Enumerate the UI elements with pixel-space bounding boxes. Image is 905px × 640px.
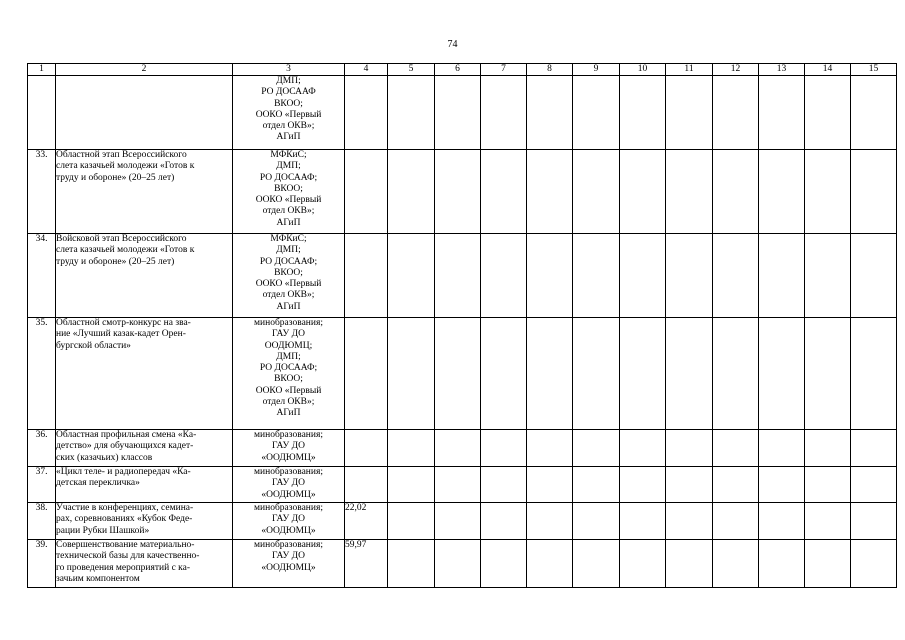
empty-cell — [527, 430, 573, 467]
empty-cell — [435, 467, 481, 503]
executor-line: минобразования; — [254, 503, 323, 513]
executors — [233, 467, 345, 503]
event-name-line: рации Рубки Шашкой» — [56, 525, 150, 536]
executor-line: минобразования; — [254, 318, 323, 328]
executors — [233, 76, 345, 150]
empty-cell — [851, 430, 897, 467]
executor-line: МФКиС; — [270, 234, 307, 244]
column-header-6: 6 — [435, 64, 481, 76]
empty-cell — [620, 430, 666, 467]
empty-cell — [805, 503, 851, 540]
empty-cell — [805, 467, 851, 503]
executor-line: РО ДОСААФ; — [259, 256, 318, 267]
column-header-13: 13 — [759, 64, 805, 76]
row-number: 35. — [28, 318, 56, 430]
funding-amount — [345, 150, 388, 234]
empty-cell — [481, 76, 527, 150]
row-number: 38. — [28, 503, 56, 540]
executors — [233, 150, 345, 234]
empty-cell — [851, 150, 897, 234]
empty-cell — [435, 234, 481, 318]
empty-cell — [851, 318, 897, 430]
funding-amount: 59,97 — [345, 540, 388, 588]
empty-cell — [620, 503, 666, 540]
column-header-12: 12 — [713, 64, 759, 76]
executors — [233, 318, 345, 430]
executor-line: минобразования; — [254, 430, 323, 440]
column-header-2: 2 — [56, 64, 233, 76]
table-row — [28, 540, 897, 588]
event-name — [56, 76, 233, 150]
empty-cell — [805, 150, 851, 234]
empty-cell — [388, 76, 435, 150]
empty-cell — [713, 234, 759, 318]
empty-cell — [851, 234, 897, 318]
executor-line: отдел ОКВ»; — [262, 397, 315, 408]
table-body — [28, 64, 897, 588]
executor-line: РО ДОСААФ — [261, 87, 316, 98]
executor-line: ООКО «Первый — [255, 385, 322, 396]
event-name-line: Областная профильная смена «Ка- — [56, 430, 197, 440]
funding-amount — [345, 234, 388, 318]
executor-line: МФКиС; — [270, 150, 307, 160]
event-name-line: зачьим компонентом — [56, 573, 140, 584]
empty-cell — [435, 150, 481, 234]
empty-cell — [573, 503, 620, 540]
table-row — [28, 318, 897, 430]
empty-cell — [666, 430, 713, 467]
column-header-11: 11 — [666, 64, 713, 76]
empty-cell — [805, 540, 851, 588]
executor-line: АГиП — [276, 408, 301, 419]
empty-cell — [435, 76, 481, 150]
row-number: 36. — [28, 430, 56, 467]
event-name-line: детская перекличка» — [56, 478, 140, 489]
executor-line: отдел ОКВ»; — [262, 206, 315, 217]
empty-cell — [713, 318, 759, 430]
empty-cell — [759, 150, 805, 234]
executor-line: ГАУ ДО — [272, 329, 305, 340]
event-name — [56, 150, 233, 234]
table-row — [28, 150, 897, 234]
event-name-line: бургской области» — [56, 340, 131, 351]
event-name-line: Участие в конференциях, семина- — [56, 503, 194, 513]
executor-line: АГиП — [276, 132, 301, 143]
funding-amount: 22,02 — [345, 503, 388, 540]
empty-cell — [666, 540, 713, 588]
empty-cell — [527, 467, 573, 503]
empty-cell — [620, 318, 666, 430]
executors — [233, 430, 345, 467]
executor-line: ГАУ ДО — [272, 478, 305, 489]
event-name — [56, 467, 233, 503]
page-number: 74 — [447, 39, 458, 50]
table-row — [28, 430, 897, 467]
executors — [233, 540, 345, 588]
executor-line: ВКОО; — [274, 374, 303, 385]
executor-line: РО ДОСААФ; — [259, 172, 318, 183]
event-name — [56, 234, 233, 318]
empty-cell — [759, 318, 805, 430]
empty-cell — [481, 234, 527, 318]
column-header-7: 7 — [481, 64, 527, 76]
empty-cell — [759, 76, 805, 150]
executor-line: «ООДЮМЦ» — [261, 525, 316, 536]
funding-amount — [345, 76, 388, 150]
event-name-line: труду и обороне» (20–25 лет) — [56, 256, 175, 267]
empty-cell — [388, 150, 435, 234]
event-name-line: «Цикл теле- и радиопередач «Ка- — [56, 467, 191, 477]
empty-cell — [851, 467, 897, 503]
executor-line: ГАУ ДО — [272, 514, 305, 525]
executor-line: ООКО «Первый — [255, 195, 322, 206]
empty-cell — [481, 150, 527, 234]
executor-line: «ООДЮМЦ» — [261, 452, 316, 463]
event-name — [56, 540, 233, 588]
empty-cell — [388, 467, 435, 503]
empty-cell — [527, 234, 573, 318]
empty-cell — [527, 540, 573, 588]
event-name-line: слета казачьей молодежи «Готов к — [56, 245, 195, 256]
empty-cell — [713, 467, 759, 503]
column-header-1: 1 — [28, 64, 56, 76]
empty-cell — [573, 150, 620, 234]
empty-cell — [713, 430, 759, 467]
event-name-line: го проведения мероприятий с ка- — [56, 562, 191, 573]
empty-cell — [573, 234, 620, 318]
executor-line: ГАУ ДО — [272, 441, 305, 452]
empty-cell — [666, 234, 713, 318]
empty-cell — [573, 467, 620, 503]
empty-cell — [759, 430, 805, 467]
executor-line: ДМП; — [276, 351, 301, 362]
executor-line: «ООДЮМЦ» — [261, 562, 316, 573]
column-header-9: 9 — [573, 64, 620, 76]
empty-cell — [573, 76, 620, 150]
empty-cell — [388, 318, 435, 430]
header-row — [28, 64, 897, 76]
empty-cell — [805, 430, 851, 467]
empty-cell — [713, 540, 759, 588]
table-row — [28, 234, 897, 318]
event-name-line: рах, соревнованиях «Кубок Феде- — [56, 514, 193, 525]
executor-line: ДМП; — [276, 245, 301, 256]
empty-cell — [388, 430, 435, 467]
event-name-line: труду и обороне» (20–25 лет) — [56, 172, 175, 183]
empty-cell — [620, 234, 666, 318]
executor-line: ГАУ ДО — [272, 551, 305, 562]
empty-cell — [435, 430, 481, 467]
executor-line: «ООДЮМЦ» — [261, 489, 316, 500]
executor-line: ВКОО; — [274, 267, 303, 278]
event-name-line: технической базы для качественно- — [56, 551, 200, 562]
funding-amount — [345, 467, 388, 503]
executor-line: АГиП — [276, 217, 301, 228]
row-number: 33. — [28, 150, 56, 234]
empty-cell — [388, 234, 435, 318]
empty-cell — [620, 467, 666, 503]
column-header-3: 3 — [233, 64, 345, 76]
empty-cell — [573, 430, 620, 467]
empty-cell — [573, 318, 620, 430]
plan-table — [27, 63, 897, 588]
table-row — [28, 503, 897, 540]
empty-cell — [527, 503, 573, 540]
column-header-4: 4 — [345, 64, 388, 76]
executor-line: ДМП; — [276, 76, 301, 86]
row-number: 39. — [28, 540, 56, 588]
empty-cell — [851, 503, 897, 540]
event-name-line: Войсковой этап Всероссийского — [56, 234, 187, 244]
empty-cell — [527, 76, 573, 150]
empty-cell — [713, 503, 759, 540]
executor-line: ВКОО; — [274, 98, 303, 109]
executor-line: ООДЮМЦ; — [264, 340, 313, 351]
empty-cell — [759, 467, 805, 503]
empty-cell — [666, 467, 713, 503]
event-name-line: детство» для обучающихся кадет- — [56, 441, 194, 452]
executor-line: РО ДОСААФ; — [259, 363, 318, 374]
row-number — [28, 76, 56, 150]
empty-cell — [481, 540, 527, 588]
event-name-line: слета казачьей молодежи «Готов к — [56, 161, 195, 172]
event-name — [56, 318, 233, 430]
empty-cell — [805, 234, 851, 318]
event-name-line: Совершенствование материально- — [56, 540, 195, 550]
column-header-8: 8 — [527, 64, 573, 76]
empty-cell — [620, 76, 666, 150]
table-row — [28, 467, 897, 503]
funding-amount — [345, 430, 388, 467]
executors — [233, 234, 345, 318]
executor-line: минобразования; — [254, 467, 323, 477]
executor-line: ВКОО; — [274, 183, 303, 194]
executor-line: ООКО «Первый — [255, 279, 322, 290]
empty-cell — [805, 318, 851, 430]
empty-cell — [759, 540, 805, 588]
executor-line: отдел ОКВ»; — [262, 290, 315, 301]
empty-cell — [481, 318, 527, 430]
empty-cell — [666, 318, 713, 430]
empty-cell — [481, 503, 527, 540]
empty-cell — [666, 76, 713, 150]
empty-cell — [666, 150, 713, 234]
executor-line: АГиП — [276, 301, 301, 312]
empty-cell — [481, 467, 527, 503]
empty-cell — [759, 503, 805, 540]
empty-cell — [435, 318, 481, 430]
executors — [233, 503, 345, 540]
column-header-10: 10 — [620, 64, 666, 76]
column-header-15: 15 — [851, 64, 897, 76]
empty-cell — [851, 540, 897, 588]
empty-cell — [573, 540, 620, 588]
empty-cell — [435, 540, 481, 588]
event-name-line: ние «Лучший казак-кадет Орен- — [56, 329, 186, 340]
executor-line: минобразования; — [254, 540, 323, 550]
event-name-line: ских (казачьих) классов — [56, 452, 153, 463]
column-header-14: 14 — [805, 64, 851, 76]
empty-cell — [666, 503, 713, 540]
empty-cell — [759, 234, 805, 318]
event-name-line: Областной этап Всероссийского — [56, 150, 187, 160]
funding-amount — [345, 318, 388, 430]
event-name-line: Областной смотр-конкурс на зва- — [56, 318, 191, 328]
empty-cell — [527, 150, 573, 234]
empty-cell — [527, 318, 573, 430]
event-name — [56, 503, 233, 540]
empty-cell — [713, 76, 759, 150]
table-row — [28, 76, 897, 150]
empty-cell — [388, 503, 435, 540]
empty-cell — [713, 150, 759, 234]
empty-cell — [851, 76, 897, 150]
event-name — [56, 430, 233, 467]
empty-cell — [805, 76, 851, 150]
row-number: 34. — [28, 234, 56, 318]
column-header-5: 5 — [388, 64, 435, 76]
empty-cell — [481, 430, 527, 467]
empty-cell — [620, 540, 666, 588]
row-number: 37. — [28, 467, 56, 503]
empty-cell — [620, 150, 666, 234]
executor-line: ДМП; — [276, 161, 301, 172]
executor-line: отдел ОКВ»; — [262, 121, 315, 132]
executor-line: ООКО «Первый — [255, 109, 322, 120]
empty-cell — [435, 503, 481, 540]
empty-cell — [388, 540, 435, 588]
